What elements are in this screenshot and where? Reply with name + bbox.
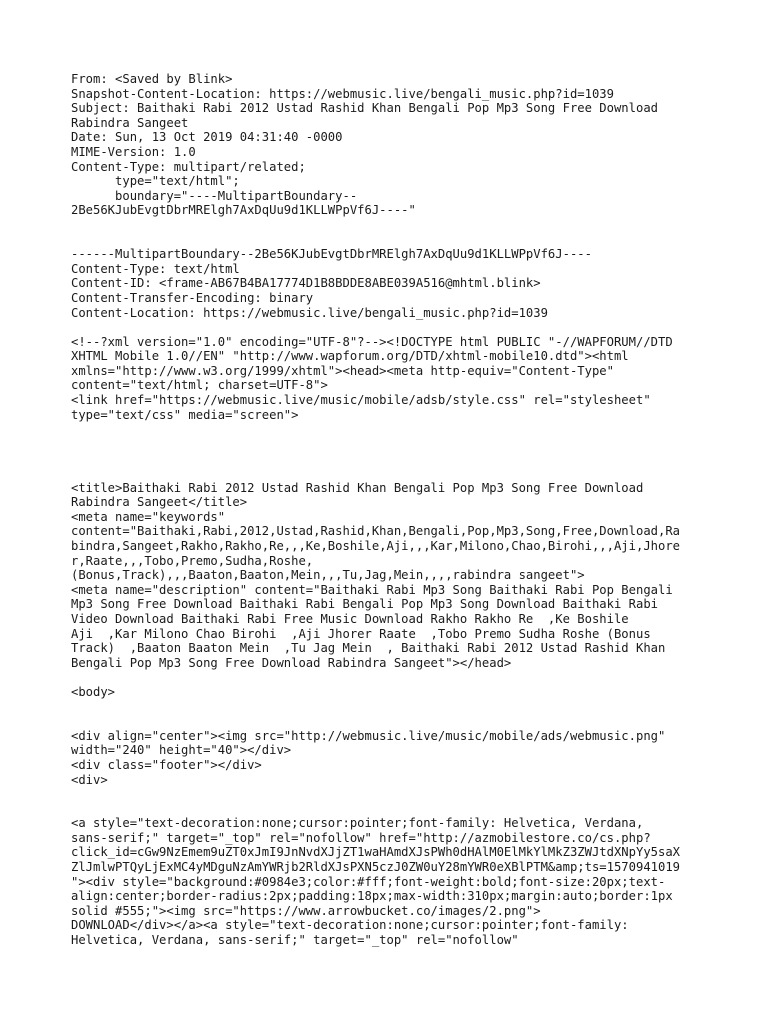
document-line	[71, 787, 701, 802]
document-line: align:center;border-radius:2px;padding:18px;max-width:310px;margin:auto;border:1px	[71, 889, 673, 904]
document-line	[71, 218, 701, 233]
document-line: Content-Type: multipart/related;	[71, 159, 306, 174]
document-line: <meta name="description" content="Baithaki Rabi Mp3 Song Baithaki Rabi Pop Bengali	[71, 582, 673, 597]
document-line: Content-ID: <frame-AB67B4BA17774D1B8BDDE8ABE039A516@mhtml.blink>	[71, 276, 541, 291]
document-line	[71, 422, 701, 437]
document-line: Snapshot-Content-Location: https://webmusic.live/bengali_music.php?id=1039	[71, 86, 614, 101]
document-line: Content-Transfer-Encoding: binary	[71, 290, 314, 305]
document-line: <title>Baithaki Rabi 2012 Ustad Rashid Khan Bengali Pop Mp3 Song Free Download	[71, 480, 644, 495]
document-line: ------MultipartBoundary--2Be56KJubEvgtDbrMRElgh7AxDqUu9d1KLLWPpVf6J----	[71, 247, 592, 262]
document-line: Rabindra Sangeet	[71, 115, 189, 130]
document-line: r,Raate,,,Tobo,Premo,Sudha,Roshe,	[71, 553, 314, 568]
document-line: <div align="center"><img src="http://webmusic.live/music/mobile/ads/webmusic.png"	[71, 728, 666, 743]
document-line	[71, 802, 701, 817]
document-line: Content-Location: https://webmusic.live/bengali_music.php?id=1039	[71, 305, 548, 320]
document-line	[71, 466, 701, 481]
document-line: boundary="----MultipartBoundary--	[71, 188, 358, 203]
document-line: Helvetica, Verdana, sans-serif;" target="_top" rel="nofollow"	[71, 933, 519, 948]
document-line: Subject: Baithaki Rabi 2012 Ustad Rashid Khan Bengali Pop Mp3 Song Free Download	[71, 101, 658, 116]
document-line: 2Be56KJubEvgtDbrMRElgh7AxDqUu9d1KLLWPpVf6J----"	[71, 203, 416, 218]
document-line	[71, 670, 701, 685]
document-line: xmlns="http://www.w3.org/1999/xhtml"><head><meta http-equiv="Content-Type"	[71, 363, 614, 378]
document-line: DOWNLOAD</div></a><a style="text-decoration:none;cursor:pointer;font-family:	[71, 918, 629, 933]
document-line: Track) ,Baaton Baaton Mein ,Tu Jag Mein , Baithaki Rabi 2012 Ustad Rashid Khan	[71, 641, 666, 656]
document-line: Content-Type: text/html	[71, 261, 240, 276]
document-line: type="text/css" media="screen">	[71, 407, 299, 422]
document-line: MIME-Version: 1.0	[71, 144, 196, 159]
document-line: content="text/html; charset=UTF-8">	[71, 378, 328, 393]
document-line: sans-serif;" target="_top" rel="nofollow" href="http://azmobilestore.co/cs.php?	[71, 830, 651, 845]
document-line: type="text/html";	[71, 174, 240, 189]
document-line: Aji ,Kar Milono Chao Birohi ,Aji Jhorer Raate ,Tobo Premo Sudha Roshe (Bonus	[71, 626, 651, 641]
document-line: XHTML Mobile 1.0//EN" "http://www.wapforum.org/DTD/xhtml-mobile10.dtd"><html	[71, 349, 629, 364]
document-source-text	[71, 72, 701, 948]
document-line: Bengali Pop Mp3 Song Free Download Rabindra Sangeet"></head>	[71, 655, 512, 670]
document-line: <body>	[71, 684, 116, 699]
document-line: From: <Saved by Blink>	[71, 72, 233, 86]
document-line	[71, 437, 701, 452]
document-line	[71, 451, 701, 466]
document-line: Video Download Baithaki Rabi Free Music Download Rakho Rakho Re ,Ke Boshile	[71, 611, 629, 626]
document-line: <meta name="keywords"	[71, 509, 226, 524]
document-line: bindra,Sangeet,Rakho,Rakho,Re,,,Ke,Boshile,Aji,,,Kar,Milono,Chao,Birohi,,,Aji,Jhore	[71, 539, 681, 553]
document-line	[71, 700, 701, 715]
document-line: <!--?xml version="1.0" encoding="UTF-8"?--><!DOCTYPE html PUBLIC "-//WAPFORUM//DTD	[71, 334, 673, 349]
document-line: <div class="footer"></div>	[71, 757, 262, 772]
document-line: ZlJmlwPTQyLjExMC4yMDguNzAmYWRjb2RldXJsPXN5czJ0ZW0uY28mYWR0eXBlPTM&amp;ts=1570941019	[71, 860, 681, 875]
document-line: click_id=cGw9NzEmem9uZT0xJmI9JnNvdXJjZT1waHAmdXJsPWh0dHAlM0ElMkYlMkZ3ZWJtdXNpYy5saX	[71, 845, 681, 860]
document-line: <a style="text-decoration:none;cursor:pointer;font-family: Helvetica, Verdana,	[71, 816, 644, 831]
document-line	[71, 233, 701, 248]
document-line: <link href="https://webmusic.live/music/mobile/adsb/style.css" rel="stylesheet"	[71, 393, 651, 408]
document-line: Rabindra Sangeet</title>	[71, 495, 248, 510]
document-line	[71, 320, 701, 335]
document-line	[71, 714, 701, 729]
document-line: "><div style="background:#0984e3;color:#fff;font-weight:bold;font-size:20px;text-	[71, 874, 666, 889]
document-line: Date: Sun, 13 Oct 2019 04:31:40 -0000	[71, 130, 343, 145]
document-line: content="Baithaki,Rabi,2012,Ustad,Rashid,Khan,Bengali,Pop,Mp3,Song,Free,Download,Ra	[71, 524, 681, 539]
document-line: (Bonus,Track),,,Baaton,Baaton,Mein,,,Tu,Jag,Mein,,,,rabindra sangeet">	[71, 568, 585, 583]
document-line: Mp3 Song Free Download Baithaki Rabi Bengali Pop Mp3 Song Download Baithaki Rabi	[71, 597, 658, 612]
document-line: solid #555;"><img src="https://www.arrowbucket.co/images/2.png">	[71, 903, 541, 918]
document-line: <div>	[71, 772, 108, 787]
document-line: width="240" height="40"></div>	[71, 743, 292, 758]
